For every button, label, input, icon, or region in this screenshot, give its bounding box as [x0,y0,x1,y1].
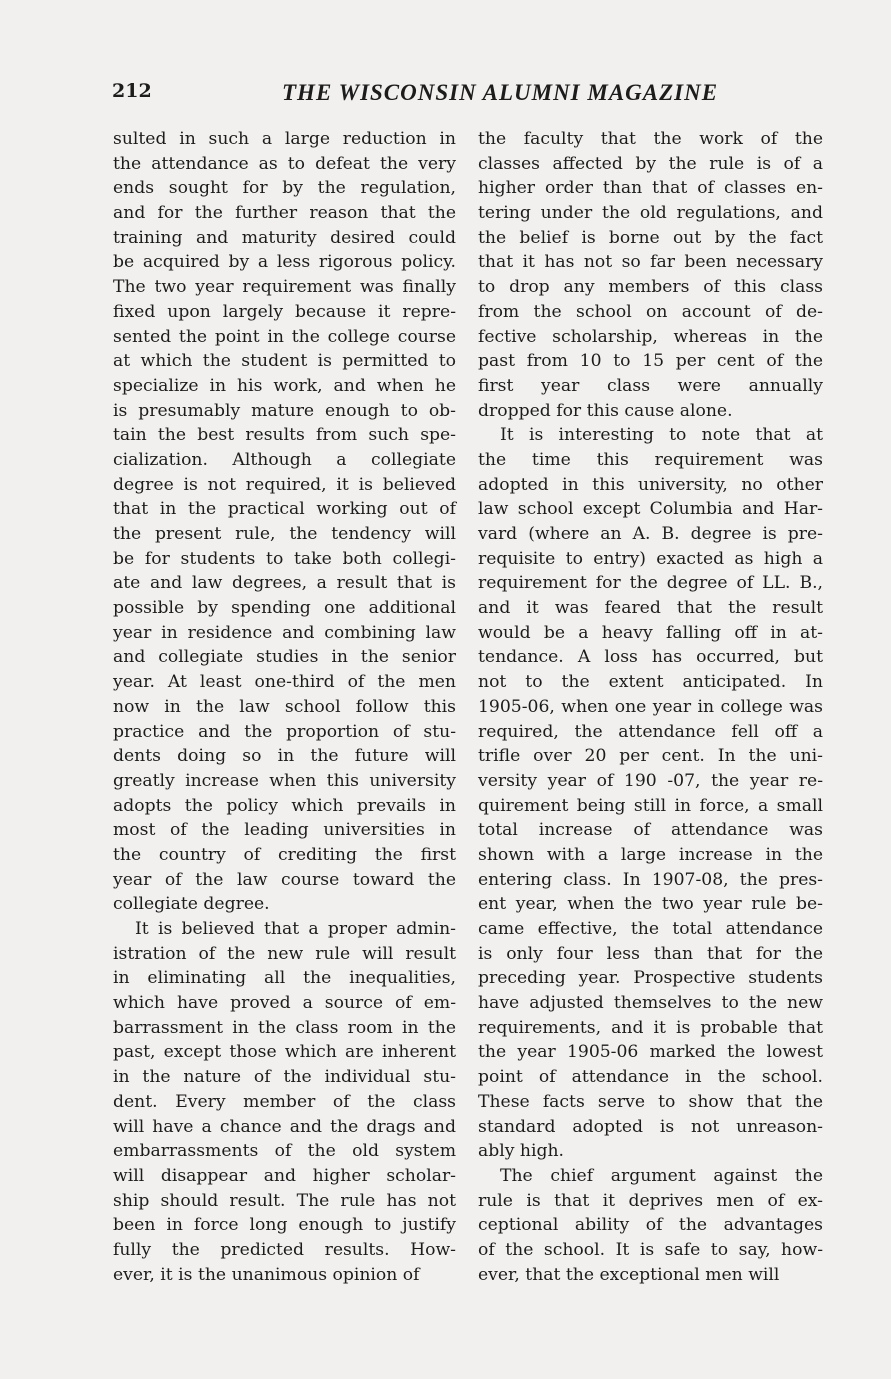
text-line: the belief is borne out by the fact [478,227,823,248]
text-line: is only four less than that for the [478,943,823,964]
paragraph [113,917,456,1287]
text-line: The two year requirement was finally [113,277,456,298]
left-column [113,127,456,1287]
text-line: past from 10 to 15 per cent of the [478,351,823,372]
text-line: adopts the policy which prevails in [113,795,456,816]
text-line: barrassment in the class room in the [113,1017,456,1038]
paragraph [478,1164,823,1287]
text-line: and it was feared that the result [478,598,823,619]
text-line: year. At least one-third of the men [113,672,456,693]
text-line: fective scholarship, whereas in the [478,326,823,347]
text-line: entering class. In 1907-08, the pres- [478,869,823,890]
page-number: 212 [112,80,152,102]
text-line: The chief argument against the [500,1165,823,1186]
text-line: point of attendance in the school. [478,1067,823,1088]
text-line: the faculty that the work of the [478,129,823,149]
text-line: the year 1905-06 marked the lowest [478,1042,823,1063]
text-line: tendance. A loss has occurred, but [478,647,823,668]
text-line: practice and the proportion of stu- [113,721,456,742]
text-line: 1905-06, when one year in college was [478,696,823,717]
text-line: It is interesting to note that at [500,425,823,446]
text-line: sulted in such a large reduction in [113,129,456,149]
text-line: and collegiate studies in the senior [113,647,456,668]
text-line: came effective, the total attendance [478,919,823,939]
text-line: of the school. It is safe to say, how- [478,1239,823,1260]
text-line: ever, that the exceptional men will [478,1264,780,1285]
text-line: have adjusted themselves to the new [478,993,823,1014]
page-header [112,78,824,108]
text-line: ceptional ability of the advantages [478,1215,823,1236]
text-line: requirement for the degree of LL. B., [478,573,823,594]
text-line: embarrassments of the old system [113,1141,456,1162]
text-line: These facts serve to show that the [478,1091,823,1112]
text-line: vard (where an A. B. degree is pre- [478,524,823,544]
text-line: istration of the new rule will result [113,943,456,964]
paragraph [478,127,823,423]
text-line: now in the law school follow this [113,696,456,717]
text-line: first year class were annually [478,375,823,396]
text-line: is presumably mature enough to ob- [113,400,456,421]
text-line: tain the best results from such spe- [113,425,456,446]
text-line: trifle over 20 per cent. In the uni- [478,746,823,767]
text-line: possible by spending one additional [113,598,456,619]
text-line: ship should result. The rule has not [113,1190,456,1211]
text-line: the country of crediting the first [113,844,456,865]
text-line: that it has not so far been necessary [478,252,823,273]
text-line: ably high. [478,1141,565,1162]
text-line: to drop any members of this class [478,277,823,298]
text-line: would be a heavy falling off in at- [478,622,823,643]
text-line: standard adopted is not unreason- [478,1116,823,1137]
text-line: be for students to take both collegi- [113,548,456,569]
text-line: classes affected by the rule is of a [478,153,823,174]
text-line: ends sought for by the regulation, [113,178,456,199]
text-line: ate and law degrees, a result that is [113,573,456,594]
text-line: adopted in this university, no other [478,474,823,495]
text-line: in eliminating all the inequalities, [113,968,456,989]
text-line: fixed upon largely because it repre- [113,301,456,322]
text-line: versity year of 190 -07, the year re- [478,770,823,791]
text-line: cialization. Although a collegiate [113,449,456,470]
text-line: ent year, when the two year rule be- [478,894,823,915]
text-line: sented the point in the college course [113,326,456,347]
text-line: degree is not required, it is believed [113,474,456,495]
text-line: requisite to entry) exacted as high a [478,548,823,569]
text-line: and for the further reason that the [113,203,456,224]
text-line: year of the law course toward the [113,869,456,890]
text-line: dent. Every member of the class [113,1091,456,1112]
text-line: that in the practical working out of [113,499,456,520]
text-line: past, except those which are inherent [113,1042,456,1063]
paragraph [113,127,456,917]
text-line: shown with a large increase in the [478,844,823,865]
text-line: training and maturity desired could [113,227,456,248]
text-line: year in residence and combining law [113,622,456,643]
text-line: been in force long enough to justify [113,1215,456,1236]
text-line: total increase of attendance was [478,820,823,841]
text-line: law school except Columbia and Har- [478,499,823,520]
text-line: dents doing so in the future will [113,746,456,767]
text-line: most of the leading universities in [113,820,456,841]
text-line: required, the attendance fell off a [478,721,823,742]
text-line: tering under the old regulations, and [478,203,823,224]
text-line: at which the student is permitted to [113,351,456,372]
text-line: fully the predicted results. How- [113,1239,456,1260]
text-line: not to the extent anticipated. In [478,672,823,693]
text-line: It is believed that a proper admin- [135,919,456,939]
paragraph [478,423,823,1164]
text-line: rule is that it deprives men of ex- [478,1190,823,1211]
text-line: greatly increase when this university [113,770,456,791]
text-line: quirement being still in force, a small [478,795,823,816]
text-line: higher order than that of classes en- [478,178,823,199]
text-line: will have a chance and the drags and [113,1116,456,1137]
text-line: from the school on account of de- [478,301,823,322]
running-title: THE WISCONSIN ALUMNI MAGAZINE [282,80,719,105]
text-line: the time this requirement was [478,449,823,470]
text-line: specialize in his work, and when he [113,375,456,396]
text-line: requirements, and it is probable that [478,1017,823,1038]
text-line: ever, it is the unanimous opinion of [113,1264,420,1285]
text-line: which have proved a source of em- [113,993,456,1014]
text-line: the attendance as to defeat the very [113,153,456,174]
right-column [478,127,823,1287]
text-line: dropped for this cause alone. [478,400,733,421]
text-line: collegiate degree. [113,894,270,915]
text-line: will disappear and higher scholar- [113,1165,456,1186]
text-line: preceding year. Prospective students [478,968,823,989]
text-line: be acquired by a less rigorous policy. [113,252,456,273]
text-line: in the nature of the individual stu- [113,1067,456,1088]
text-line: the present rule, the tendency will [113,524,456,544]
